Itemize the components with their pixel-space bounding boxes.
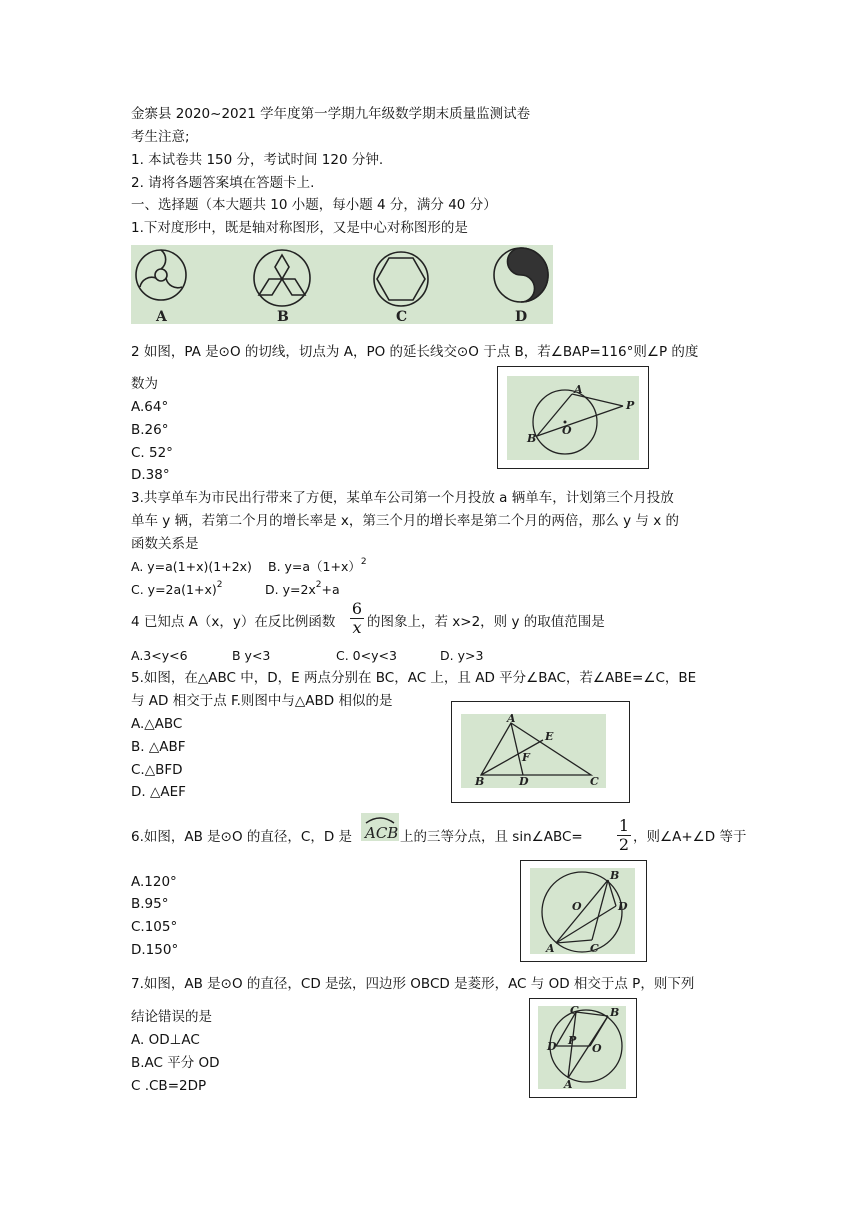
q3-stem-line3: 函数关系是: [131, 536, 199, 552]
notice-heading: 考生注意;: [131, 129, 190, 145]
q7-option-b: B.AC 平分 OD: [131, 1055, 220, 1071]
q7-figure-frame: [529, 998, 637, 1098]
q2-stem-line1: 2 如图，PA 是⊙O 的切线，切点为 A，PO 的延长线交⊙O 于点 B，若∠BAP=116°则∠P 的度: [131, 344, 699, 360]
q1-label-c: C: [396, 309, 408, 324]
q2-option-b: B.26°: [131, 422, 169, 438]
svg-text:C: C: [590, 942, 599, 954]
q6-stem-pre: 6.如图，AB 是⊙O 的直径，C，D 是: [131, 829, 353, 845]
q5-figure: [461, 714, 606, 788]
svg-text:B: B: [610, 869, 620, 882]
svg-text:A: A: [546, 942, 555, 954]
q7-option-c: C .CB=2DP: [131, 1078, 207, 1094]
q6-option-d: D.150°: [131, 942, 179, 958]
svg-text:A: A: [507, 714, 516, 725]
q4-option-b: B y<3: [232, 648, 271, 663]
rule-2: 2. 请将各题答案填在答题卡上.: [131, 175, 315, 191]
q2-option-a: A.64°: [131, 399, 169, 415]
svg-text:D: D: [618, 900, 628, 913]
q6-fraction: $\frac{1}{2}$: [618, 816, 630, 854]
q5-option-b: B. △ABF: [131, 739, 186, 755]
section-heading: 一、选择题（本大题共 10 小题，每小题 4 分，满分 40 分）: [131, 197, 497, 213]
q4-stem-post: 的图象上，若 x>2，则 y 的取值范围是: [367, 614, 605, 630]
svg-text:C: C: [570, 1006, 579, 1017]
svg-text:B: B: [475, 775, 485, 788]
q5-stem-line2: 与 AD 相交于点 F.则图中与△ABD 相似的是: [131, 693, 393, 709]
q1-figure: [131, 245, 553, 324]
svg-text:O: O: [572, 900, 582, 913]
q4-option-c: C. 0<y<3: [336, 648, 397, 663]
symbol-c-icon: [374, 252, 428, 306]
svg-text:A: A: [564, 1078, 573, 1089]
q4-fraction: $\frac{6}{x}$: [351, 599, 363, 637]
q3-option-b: B. $y=a(1+x)^2$: [268, 557, 367, 574]
q2-figure-frame: [497, 366, 649, 469]
svg-text:O: O: [562, 424, 572, 437]
q7-stem-line1: 7.如图，AB 是⊙O 的直径，CD 是弦，四边形 OBCD 是菱形，AC 与 OD 相交于点 P，则下列: [131, 976, 695, 992]
q7-figure: [538, 1006, 626, 1089]
symbol-a-icon: [136, 250, 186, 300]
q2-figure: [507, 376, 639, 460]
symbol-b-icon: [254, 250, 310, 306]
q6-stem-post: ，则∠A+∠D 等于: [633, 829, 747, 845]
q6-option-c: C.105°: [131, 919, 178, 935]
rule-1: 1. 本试卷共 150 分，考试时间 120 分钟.: [131, 152, 384, 168]
svg-text:F: F: [522, 751, 530, 764]
q4-stem-pre: 4 已知点 A（x，y）在反比例函数: [131, 614, 336, 630]
q6-figure: [530, 868, 635, 954]
q5-option-c: C.△BFD: [131, 762, 183, 778]
q6-option-a: A.120°: [131, 874, 177, 890]
q5-stem-line1: 5.如图，在△ABC 中，D，E 两点分别在 BC，AC 上，且 AD 平分∠BAC，若∠ABE=∠C，BE: [131, 670, 697, 686]
exam-title: 金寨县 2020~2021 学年度第一学期九年级数学期末质量监测试卷: [131, 106, 531, 122]
q2-option-d: D.38°: [131, 467, 170, 483]
q2-option-c: C. 52°: [131, 445, 173, 461]
svg-text:C: C: [590, 775, 599, 788]
q3-stem-line1: 3.共享单车为市民出行带来了方便，某单车公司第一个月投放 a 辆单车，计划第三个月投放: [131, 490, 674, 506]
svg-text:A: A: [574, 383, 583, 396]
svg-text:O: O: [592, 1042, 602, 1055]
q5-option-d: D. △AEF: [131, 784, 186, 800]
q3-option-a: A. y=a(1+x)(1+2x): [131, 559, 252, 574]
q4-option-a: A.3<y<6: [131, 648, 188, 663]
q2-stem-line2: 数为: [131, 376, 158, 392]
q6-arc-symbol: [361, 813, 399, 841]
svg-text:D: D: [547, 1040, 557, 1053]
q3-option-d: D. $y=2x^2+a$: [265, 580, 340, 597]
q3-option-c: C. $y=2a(1+x)^2$: [131, 580, 223, 597]
svg-text:B: B: [610, 1006, 620, 1019]
q1-label-d: D: [515, 309, 528, 324]
q1-label-a: A: [156, 309, 167, 324]
q1-label-b: B: [277, 309, 289, 324]
q5-figure-frame: [451, 701, 630, 803]
q7-stem-line2: 结论错误的是: [131, 1009, 212, 1025]
symbol-d-icon: [494, 248, 548, 302]
q1-stem: 1.下对度形中，既是轴对称图形，又是中心对称图形的是: [131, 220, 468, 236]
q6-option-b: B.95°: [131, 896, 169, 912]
q6-figure-frame: [520, 860, 647, 962]
svg-text:P: P: [568, 1034, 577, 1047]
svg-text:B: B: [527, 432, 537, 445]
svg-text:P: P: [626, 399, 635, 412]
q7-option-a: A. OD⊥AC: [131, 1032, 200, 1048]
q5-option-a: A.△ABC: [131, 716, 183, 732]
svg-text:E: E: [545, 730, 554, 743]
svg-text:ACB: ACB: [365, 824, 399, 841]
q4-option-d: D. y>3: [440, 648, 484, 663]
svg-text:D: D: [519, 775, 529, 788]
q3-stem-line2: 单车 y 辆，若第二个月的增长率是 x，第三个月的增长率是第二个月的两倍，那么 y 与 x 的: [131, 513, 679, 529]
q6-stem-mid: 上的三等分点，且 sin∠ABC=: [400, 829, 583, 845]
